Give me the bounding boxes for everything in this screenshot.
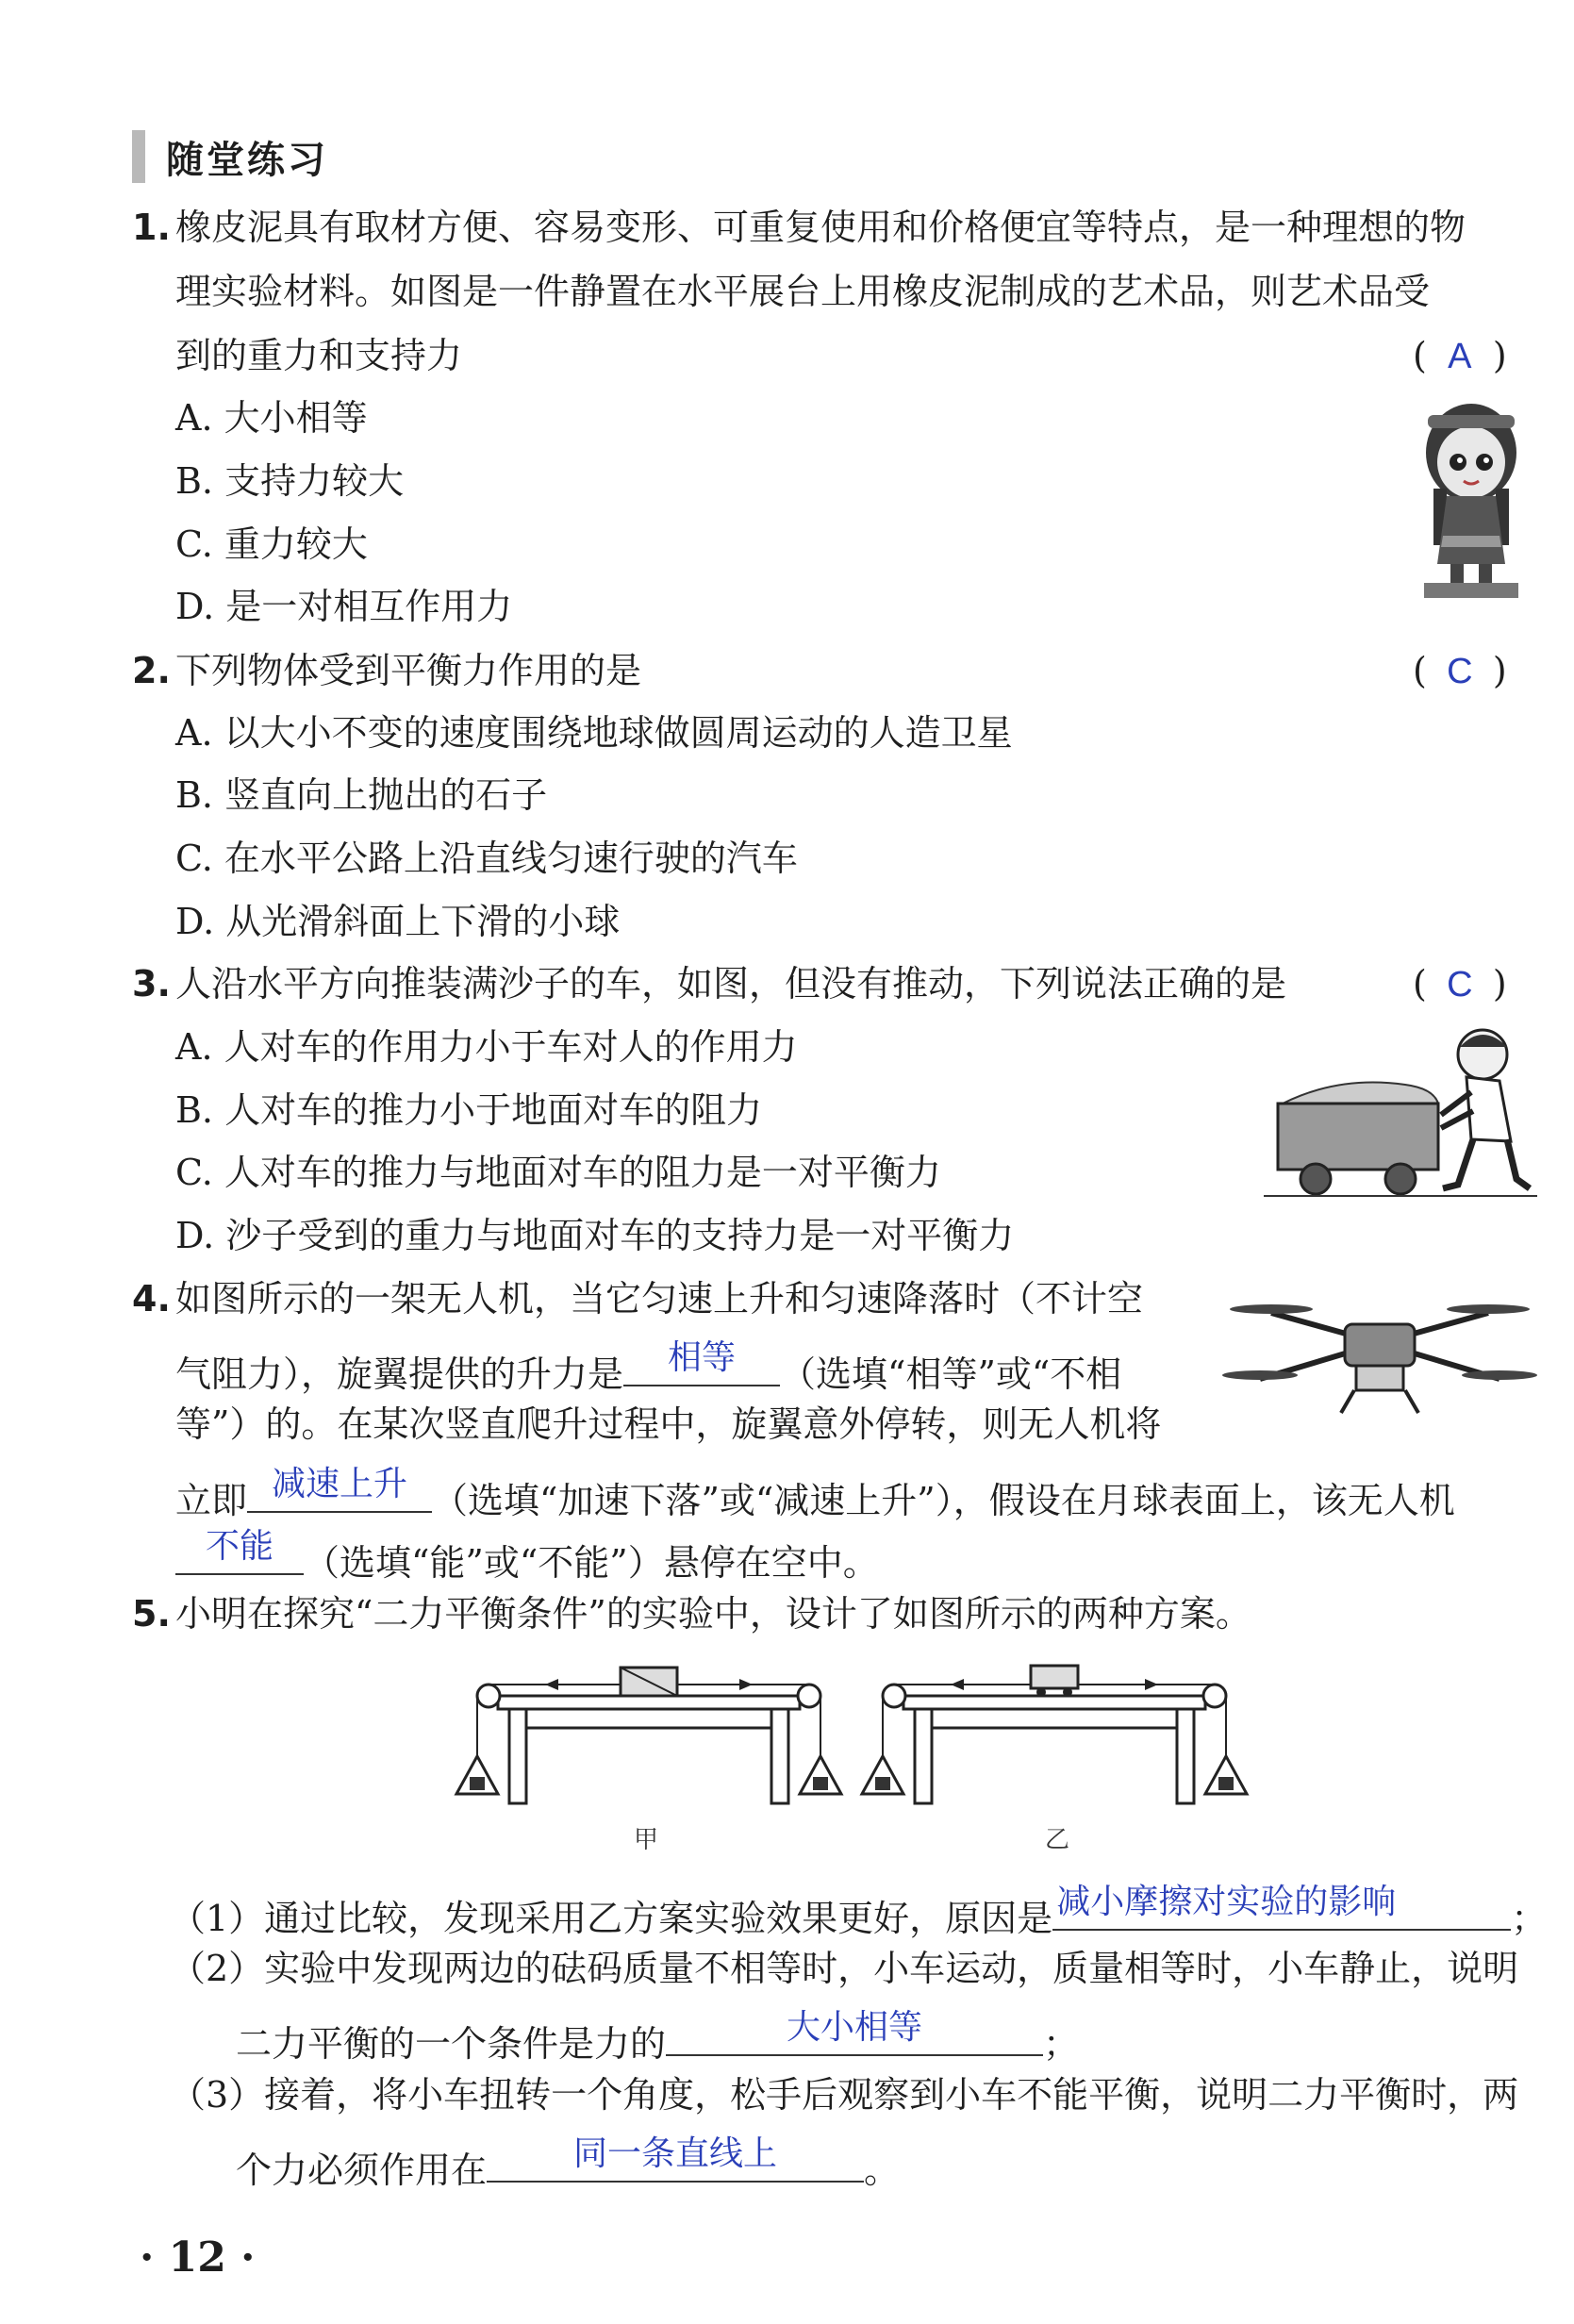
figure-caption-jia: 甲 [634, 1826, 659, 1854]
q5-blank-2[interactable] [666, 2007, 1043, 2056]
q4-line-4-pre: 立即 [175, 1480, 248, 1521]
q3-option-c: C. 人对车的推力与地面对车的阻力是一对平衡力 [175, 1152, 941, 1193]
q4-blank-3[interactable] [175, 1526, 304, 1575]
q4-line-3: 等”）的。在某次竖直爬升过程中，旋翼意外停转，则无人机将 [175, 1403, 1162, 1445]
q2-answer: C [1447, 652, 1473, 691]
q5-blank-3-answer: 同一条直线上 [573, 2134, 778, 2173]
q4-line-1: 如图所示的一架无人机，当它匀速上升和匀速降落时（不计空 [175, 1278, 1144, 1320]
q5-number: 5. [132, 1593, 171, 1635]
q2-option-b: B. 竖直向上抛出的石子 [175, 774, 548, 816]
q1-stem-line-2: 理实验材料。如图是一件静置在水平展台上用橡皮泥制成的艺术品，则艺术品受 [175, 271, 1431, 312]
q5-part-2-line-1: （2）实验中发现两边的砝码质量不相等时，小车运动，质量相等时，小车静止，说明 [170, 1948, 1519, 1989]
q2-answer-bracket: ( C ) [1413, 647, 1507, 695]
q5-blank-1-answer: 减小摩擦对实验的影响 [1056, 1883, 1397, 1921]
q5-part-2-pre: 二力平衡的一个条件是力的 [236, 2023, 667, 2065]
q4-line-5-post: （选填“能”或“不能”）悬停在空中。 [304, 1542, 879, 1584]
q1-stem-line-3: 到的重力和支持力 [175, 335, 463, 376]
q1-answer: A [1448, 337, 1472, 376]
q4-blank-2-answer: 减速上升 [272, 1465, 408, 1503]
q5-blank-3[interactable] [487, 2133, 864, 2183]
q3-number: 3. [132, 963, 171, 1004]
q3-option-d: D. 沙子受到的重力与地面对车的支持力是一对平衡力 [175, 1215, 1015, 1256]
q4-blank-2[interactable] [247, 1464, 432, 1513]
q3-option-a: A. 人对车的作用力小于车对人的作用力 [175, 1026, 798, 1068]
q5-part-1-pre: （1）通过比较，发现采用乙方案实验效果更好，原因是 [170, 1898, 1053, 1939]
drone-figure [1222, 1275, 1537, 1417]
q3-answer: C [1447, 965, 1473, 1004]
q4-line-4-post: （选填“加速下落”或“减速上升”），假设在月球表面上，该无人机 [432, 1480, 1455, 1521]
q5-part-3-line-2 [236, 2133, 900, 2194]
q1-option-c: C. 重力较大 [175, 523, 368, 565]
q1-number: 1. [132, 207, 171, 248]
q5-part-1-post: ； [1511, 1898, 1548, 1939]
q5-part-2-post: ； [1043, 2023, 1080, 2065]
q4-blank-1[interactable] [623, 1337, 780, 1386]
push-cart-figure [1264, 1019, 1537, 1207]
q3-stem: 人沿水平方向推装满沙子的车，如图，但没有推动，下列说法正确的是 [175, 963, 1287, 1004]
clay-doll-figure [1405, 394, 1537, 602]
q2-stem: 下列物体受到平衡力作用的是 [175, 650, 642, 691]
q4-line-5 [175, 1526, 879, 1586]
q4-line-2 [175, 1337, 1121, 1398]
q1-option-d: D. 是一对相互作用力 [175, 586, 513, 627]
q4-line-2-post: （选填“相等”或“不相 [780, 1353, 1122, 1395]
q4-line-4 [175, 1464, 1455, 1524]
q5-part-3-post: 。 [864, 2150, 901, 2191]
figure-caption-yi: 乙 [1045, 1826, 1070, 1854]
q2-option-c: C. 在水平公路上沿直线匀速行驶的汽车 [175, 838, 798, 879]
q3-option-b: B. 人对车的推力小于地面对车的阻力 [175, 1089, 763, 1131]
q5-blank-2-answer: 大小相等 [787, 2008, 923, 2047]
q2-option-a: A. 以大小不变的速度围绕地球做圆周运动的人造卫星 [175, 712, 1013, 754]
q1-option-a: A. 大小相等 [175, 397, 368, 439]
experiment-figure-yi [856, 1652, 1252, 1813]
q4-blank-1-answer: 相等 [668, 1338, 737, 1377]
experiment-figure-jia [451, 1652, 847, 1813]
q2-number: 2. [132, 650, 171, 691]
q5-part-3-pre: 个力必须作用在 [236, 2150, 488, 2191]
page-number: · 12 · [140, 2233, 256, 2282]
q4-line-2-pre: 气阻力），旋翼提供的升力是 [175, 1353, 624, 1395]
section-header [132, 130, 328, 183]
q5-part-2-line-2 [236, 2007, 1079, 2067]
q1-option-b: B. 支持力较大 [175, 460, 405, 502]
section-title: 随堂练习 [166, 138, 328, 182]
q5-part-3-line-1: （3）接着，将小车扭转一个角度，松手后观察到小车不能平衡，说明二力平衡时，两 [170, 2074, 1519, 2116]
q4-blank-3-answer: 不能 [205, 1527, 273, 1566]
q5-stem: 小明在探究“二力平衡条件”的实验中，设计了如图所示的两种方案。 [175, 1593, 1251, 1635]
q1-stem-line-1: 橡皮泥具有取材方便、容易变形、可重复使用和价格便宜等特点，是一种理想的物 [175, 207, 1466, 248]
section-bar [132, 130, 145, 183]
q1-answer-bracket: ( A ) [1413, 332, 1507, 380]
q3-answer-bracket: ( C ) [1413, 960, 1507, 1008]
q4-number: 4. [132, 1278, 171, 1320]
q2-option-d: D. 从光滑斜面上下滑的小球 [175, 901, 621, 942]
q5-part-1 [170, 1882, 1547, 1942]
q5-blank-1[interactable] [1052, 1882, 1511, 1931]
